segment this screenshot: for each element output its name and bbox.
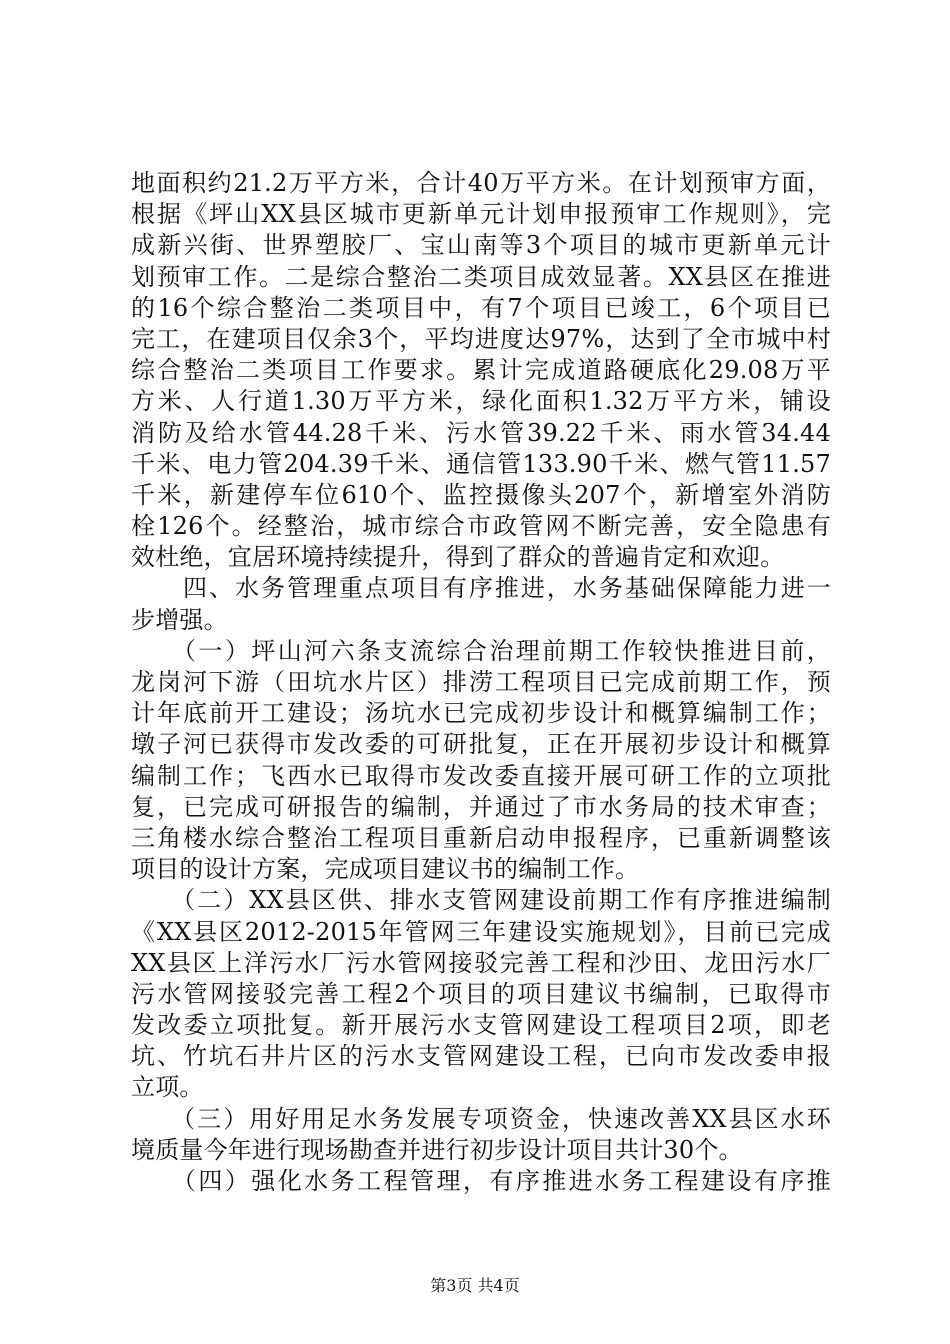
text-line: 划预审工作。二是综合整治二类项目成效显著。XX县区在推进 — [131, 262, 831, 291]
text-line: 综合整治二类项目工作要求。累计完成道路硬底化29.08万平 — [131, 356, 831, 385]
text-line: 发改委立项批复。新开展污水支管网建设工程项目2项，即老 — [131, 1011, 831, 1040]
text-line: 编制工作；飞西水已取得市发改委直接开展可研工作的立项批 — [131, 761, 831, 790]
text-line: 立项。 — [131, 1073, 204, 1102]
page-footer: 第3页 共4页 — [430, 1276, 520, 1295]
text-line: 栓126个。经整治，城市综合市政管网不断完善，安全隐患有 — [131, 512, 831, 541]
text-line: （三）用好用足水务发展专项资金，快速改善XX县区水环 — [131, 1104, 831, 1133]
text-line: 境质量今年进行现场勘查并进行初步设计项目共计30个。 — [131, 1135, 743, 1164]
text-line: 污水管网接驳完善工程2个项目的项目建议书编制，已取得市 — [131, 979, 831, 1008]
text-line: 四、水务管理重点项目有序推进，水务基础保障能力进一 — [131, 574, 831, 603]
text-line: 项目的设计方案，完成项目建议书的编制工作。 — [131, 855, 640, 884]
text-line: 完工，在建项目仅余3个，平均进度达97%，达到了全市城中村 — [131, 324, 831, 353]
text-line: 千米，新建停车位610个、监控摄像头207个，新增室外消防 — [131, 480, 831, 509]
text-line: 效杜绝，宜居环境持续提升，得到了群众的普遍肯定和欢迎。 — [131, 543, 785, 572]
text-line: 消防及给水管44.28千米、污水管39.22千米、雨水管34.44 — [131, 418, 831, 447]
text-line: 三角楼水综合整治工程项目重新启动申报程序，已重新调整该 — [131, 823, 831, 852]
text-line: 地面积约21.2万平方米，合计40万平方米。在计划预审方面， — [131, 169, 831, 197]
text-line: 方米、人行道1.30万平方米，绿化面积1.32万平方米，铺设 — [131, 387, 831, 416]
text-line: （四）强化水务工程管理，有序推进水务工程建设有序推 — [131, 1167, 831, 1195]
text-line: 《XX县区2012-2015年管网三年建设实施规划》，目前已完成 — [131, 917, 831, 946]
text-line: 计年底前开工建设；汤坑水已完成初步设计和概算编制工作； — [131, 699, 831, 728]
text-line: （二）XX县区供、排水支管网建设前期工作有序推进编制 — [131, 886, 831, 915]
text-line: 步增强。 — [131, 605, 228, 634]
text-line: 坑、竹坑石井片区的污水支管网建设工程，已向市发改委申报 — [131, 1042, 831, 1071]
text-line: （一）坪山河六条支流综合治理前期工作较快推进目前， — [131, 636, 831, 665]
text-line: 复，已完成可研报告的编制，并通过了市水务局的技术审查； — [131, 792, 831, 821]
text-line: 的16个综合整治二类项目中，有7个项目已竣工，6个项目已 — [131, 293, 831, 322]
document-body — [131, 168, 831, 1197]
text-line: XX县区上洋污水厂污水管网接驳完善工程和沙田、龙田污水厂 — [131, 948, 831, 977]
text-line: 墩子河已获得市发改委的可研批复，正在开展初步设计和概算 — [131, 730, 831, 759]
text-line: 龙岗河下游（田坑水片区）排涝工程项目已完成前期工作，预 — [131, 668, 831, 696]
text-line: 成新兴街、世界塑胶厂、宝山南等3个项目的城市更新单元计 — [131, 231, 831, 260]
text-line: 根据《坪山XX县区城市更新单元计划申报预审工作规则》，完 — [131, 200, 831, 229]
text-line: 千米、电力管204.39千米、通信管133.90千米、燃气管11.57 — [131, 449, 831, 478]
